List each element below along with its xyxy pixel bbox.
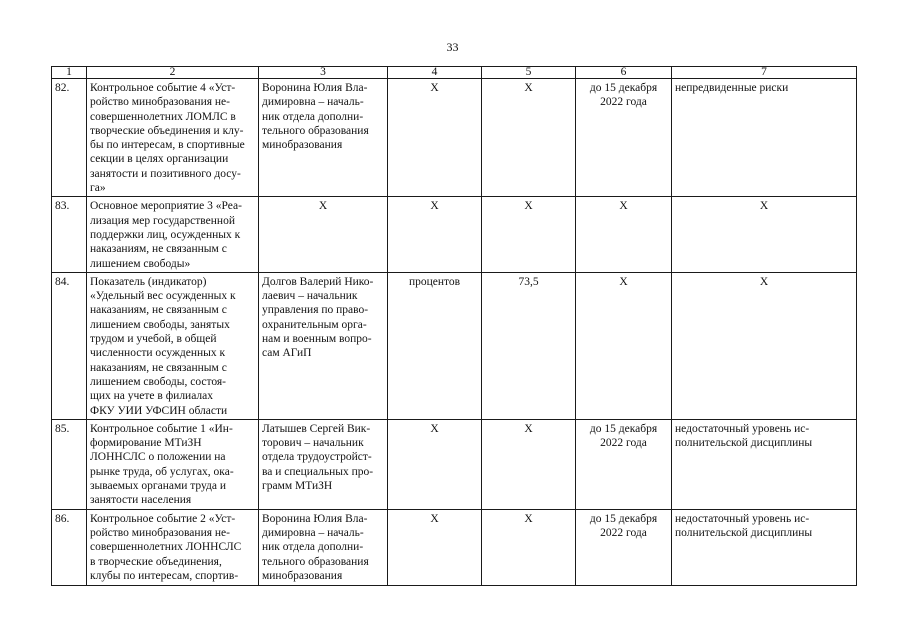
risks-cell: недостаточный уровень ис- полнительской дисциплины xyxy=(672,509,857,585)
row-number: 84. xyxy=(52,272,87,419)
column-number: 6 xyxy=(576,67,672,79)
responsible-cell: Воронина Юлия Вла- димировна – началь- ник отдела дополни- тельного образования минобразования xyxy=(259,79,388,197)
table-row xyxy=(52,419,857,509)
column-number: 3 xyxy=(259,67,388,79)
table-row xyxy=(52,272,857,419)
deadline-cell: до 15 декабря 2022 года xyxy=(576,79,672,197)
column-number: 5 xyxy=(482,67,576,79)
deadline-cell: до 15 декабря 2022 года xyxy=(576,419,672,509)
column-number: 4 xyxy=(388,67,482,79)
deadline-cell: X xyxy=(576,272,672,419)
value-cell: 73,5 xyxy=(482,272,576,419)
risks-cell: X xyxy=(672,272,857,419)
deadline-cell: до 15 декабря 2022 года xyxy=(576,509,672,585)
unit-cell: процентов xyxy=(388,272,482,419)
row-number: 83. xyxy=(52,197,87,272)
unit-cell: X xyxy=(388,419,482,509)
event-cell: Контрольное событие 2 «Уст- ройство минобразования не- совершеннолетних ЛОННСЛС в творческие объединения, клубы по интересам, спортив- xyxy=(87,509,259,585)
table-row xyxy=(52,79,857,197)
row-number: 86. xyxy=(52,509,87,585)
plan-table xyxy=(51,66,857,586)
responsible-cell: X xyxy=(259,197,388,272)
responsible-cell: Долгов Валерий Нико- лаевич – начальник управления по право- охранительным орга- нам и военным вопро- сам АГиП xyxy=(259,272,388,419)
page-number: 33 xyxy=(446,40,459,54)
column-number: 2 xyxy=(87,67,259,79)
column-number: 1 xyxy=(52,67,87,79)
deadline-cell: X xyxy=(576,197,672,272)
row-number: 85. xyxy=(52,419,87,509)
value-cell: X xyxy=(482,419,576,509)
value-cell: X xyxy=(482,79,576,197)
unit-cell: X xyxy=(388,197,482,272)
unit-cell: X xyxy=(388,509,482,585)
value-cell: X xyxy=(482,197,576,272)
responsible-cell: Воронина Юлия Вла- димировна – началь- ник отдела дополни- тельного образования минобразования xyxy=(259,509,388,585)
event-cell: Контрольное событие 4 «Уст- ройство минобразования не- совершеннолетних ЛОМЛС в творческие объединения и клу- бы по интересам, в спортивные секции в целях организации занятости и позитивного досу- га» xyxy=(87,79,259,197)
column-number-row xyxy=(52,67,857,79)
event-cell: Контрольное событие 1 «Ин- формирование МТиЗН ЛОННСЛС о положении на рынке труда, об услугах, ока- зываемых органами труда и занятости населения xyxy=(87,419,259,509)
table-row xyxy=(52,509,857,585)
risks-cell: X xyxy=(672,197,857,272)
row-number: 82. xyxy=(52,79,87,197)
event-cell: Показатель (индикатор) «Удельный вес осужденных к наказаниям, не связанным с лишением свободы, занятых трудом и учебой, в общей численности осужденных к наказаниям, не связанным с лишением свободы, состоя- щих на учете в филиалах ФКУ УИИ УФСИН области xyxy=(87,272,259,419)
unit-cell: X xyxy=(388,79,482,197)
risks-cell: непредвиденные риски xyxy=(672,79,857,197)
event-cell: Основное мероприятие 3 «Реа- лизация мер государственной поддержки лиц, осужденных к наказаниям, не связанным с лишением свободы» xyxy=(87,197,259,272)
column-number: 7 xyxy=(672,67,857,79)
value-cell: X xyxy=(482,509,576,585)
table-row xyxy=(52,197,857,272)
risks-cell: недостаточный уровень ис- полнительской дисциплины xyxy=(672,419,857,509)
responsible-cell: Латышев Сергей Вик- торович – начальник отдела трудоустройст- ва и специальных про- грамм МТиЗН xyxy=(259,419,388,509)
